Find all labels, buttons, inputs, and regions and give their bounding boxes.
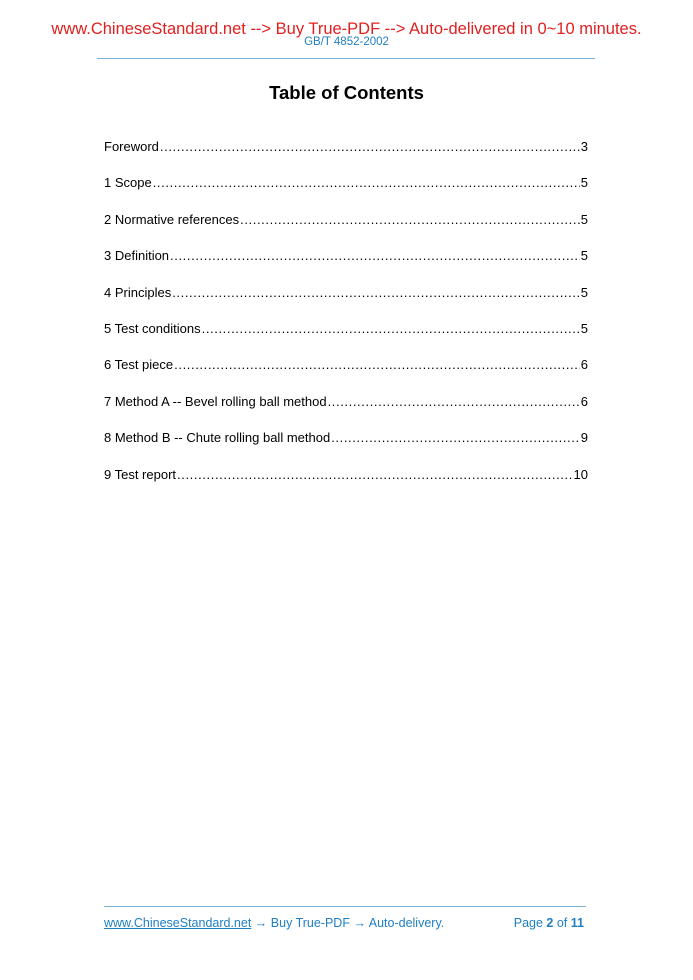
toc-leader-dots: [170, 247, 580, 265]
footer-site-link[interactable]: www.ChineseStandard.net: [104, 916, 252, 930]
toc-entry-page: 6: [580, 393, 588, 409]
toc-entry-principles[interactable]: [104, 284, 588, 320]
toc-entry-label: Foreword: [104, 139, 159, 154]
footer-delivery-text: Auto-delivery.: [368, 916, 445, 930]
arrow-right-icon: →: [353, 916, 366, 930]
toc-entry-page: 9: [580, 430, 588, 446]
toc-leader-dots: [174, 356, 580, 374]
toc-title: Table of Contents: [269, 82, 424, 103]
toc-entry-label: 5 Test conditions: [104, 320, 201, 336]
toc-entry-test-conditions[interactable]: [104, 320, 588, 356]
toc-leader-dots: [153, 174, 580, 192]
toc-entry-page: 3: [580, 139, 588, 154]
toc-entry-label: 1 Scope: [104, 175, 152, 191]
toc-leader-dots: [177, 466, 573, 484]
toc-entry-label: 3 Definition: [104, 248, 170, 264]
toc-entry-page: 5: [580, 175, 588, 191]
toc-leader-dots: [331, 429, 580, 447]
toc-leader-dots: [172, 284, 580, 302]
toc-entry-definition[interactable]: [104, 247, 588, 283]
toc-leader-dots: [328, 393, 580, 411]
toc-entry-label: 6 Test piece: [104, 357, 174, 373]
footer-promo: [104, 915, 444, 931]
toc-entry-label: 7 Method A -- Bevel rolling ball method: [104, 393, 327, 409]
toc-entry-scope[interactable]: [104, 174, 588, 210]
arrow-right-icon: →: [254, 916, 268, 930]
toc-entry-method-b[interactable]: [104, 429, 588, 465]
toc-entry-page: 5: [580, 248, 588, 264]
toc-entry-page: 5: [580, 320, 588, 336]
toc-leader-dots: [160, 138, 580, 156]
toc-entry-label: 2 Normative references: [104, 211, 240, 227]
document-code: GB/T 4852-2002: [304, 36, 389, 48]
toc-entry-label: 9 Test report: [104, 466, 177, 482]
toc-leader-dots: [240, 211, 580, 229]
toc-entry-label: 4 Principles: [104, 284, 172, 300]
toc-entry-page: 6: [580, 357, 588, 373]
of-word: of: [556, 916, 568, 930]
toc-entry-page: 5: [580, 284, 588, 300]
page-current: 2: [546, 916, 554, 930]
promo-banner: www.ChineseStandard.net --> Buy True-PDF --> Auto-delivered in 0~10 minutes.: [51, 20, 642, 38]
footer-divider: [104, 906, 586, 907]
toc-entry-test-piece[interactable]: [104, 356, 588, 392]
toc-entry-method-a[interactable]: [104, 393, 588, 429]
page-number: [514, 915, 584, 931]
toc-entry-normative-references[interactable]: [104, 211, 588, 247]
toc-entry-foreword[interactable]: [104, 138, 588, 174]
page-total: 11: [570, 916, 584, 930]
toc-entry-page: 10: [573, 466, 588, 482]
footer-buy-text: Buy True-PDF: [270, 916, 350, 930]
toc-entry-page: 5: [580, 211, 588, 227]
page-word: Page: [513, 916, 543, 930]
toc-entry-label: 8 Method B -- Chute rolling ball method: [104, 430, 331, 446]
toc-list: [104, 138, 588, 502]
header-divider: [97, 58, 595, 59]
toc-leader-dots: [202, 320, 580, 338]
toc-entry-test-report[interactable]: [104, 466, 588, 502]
